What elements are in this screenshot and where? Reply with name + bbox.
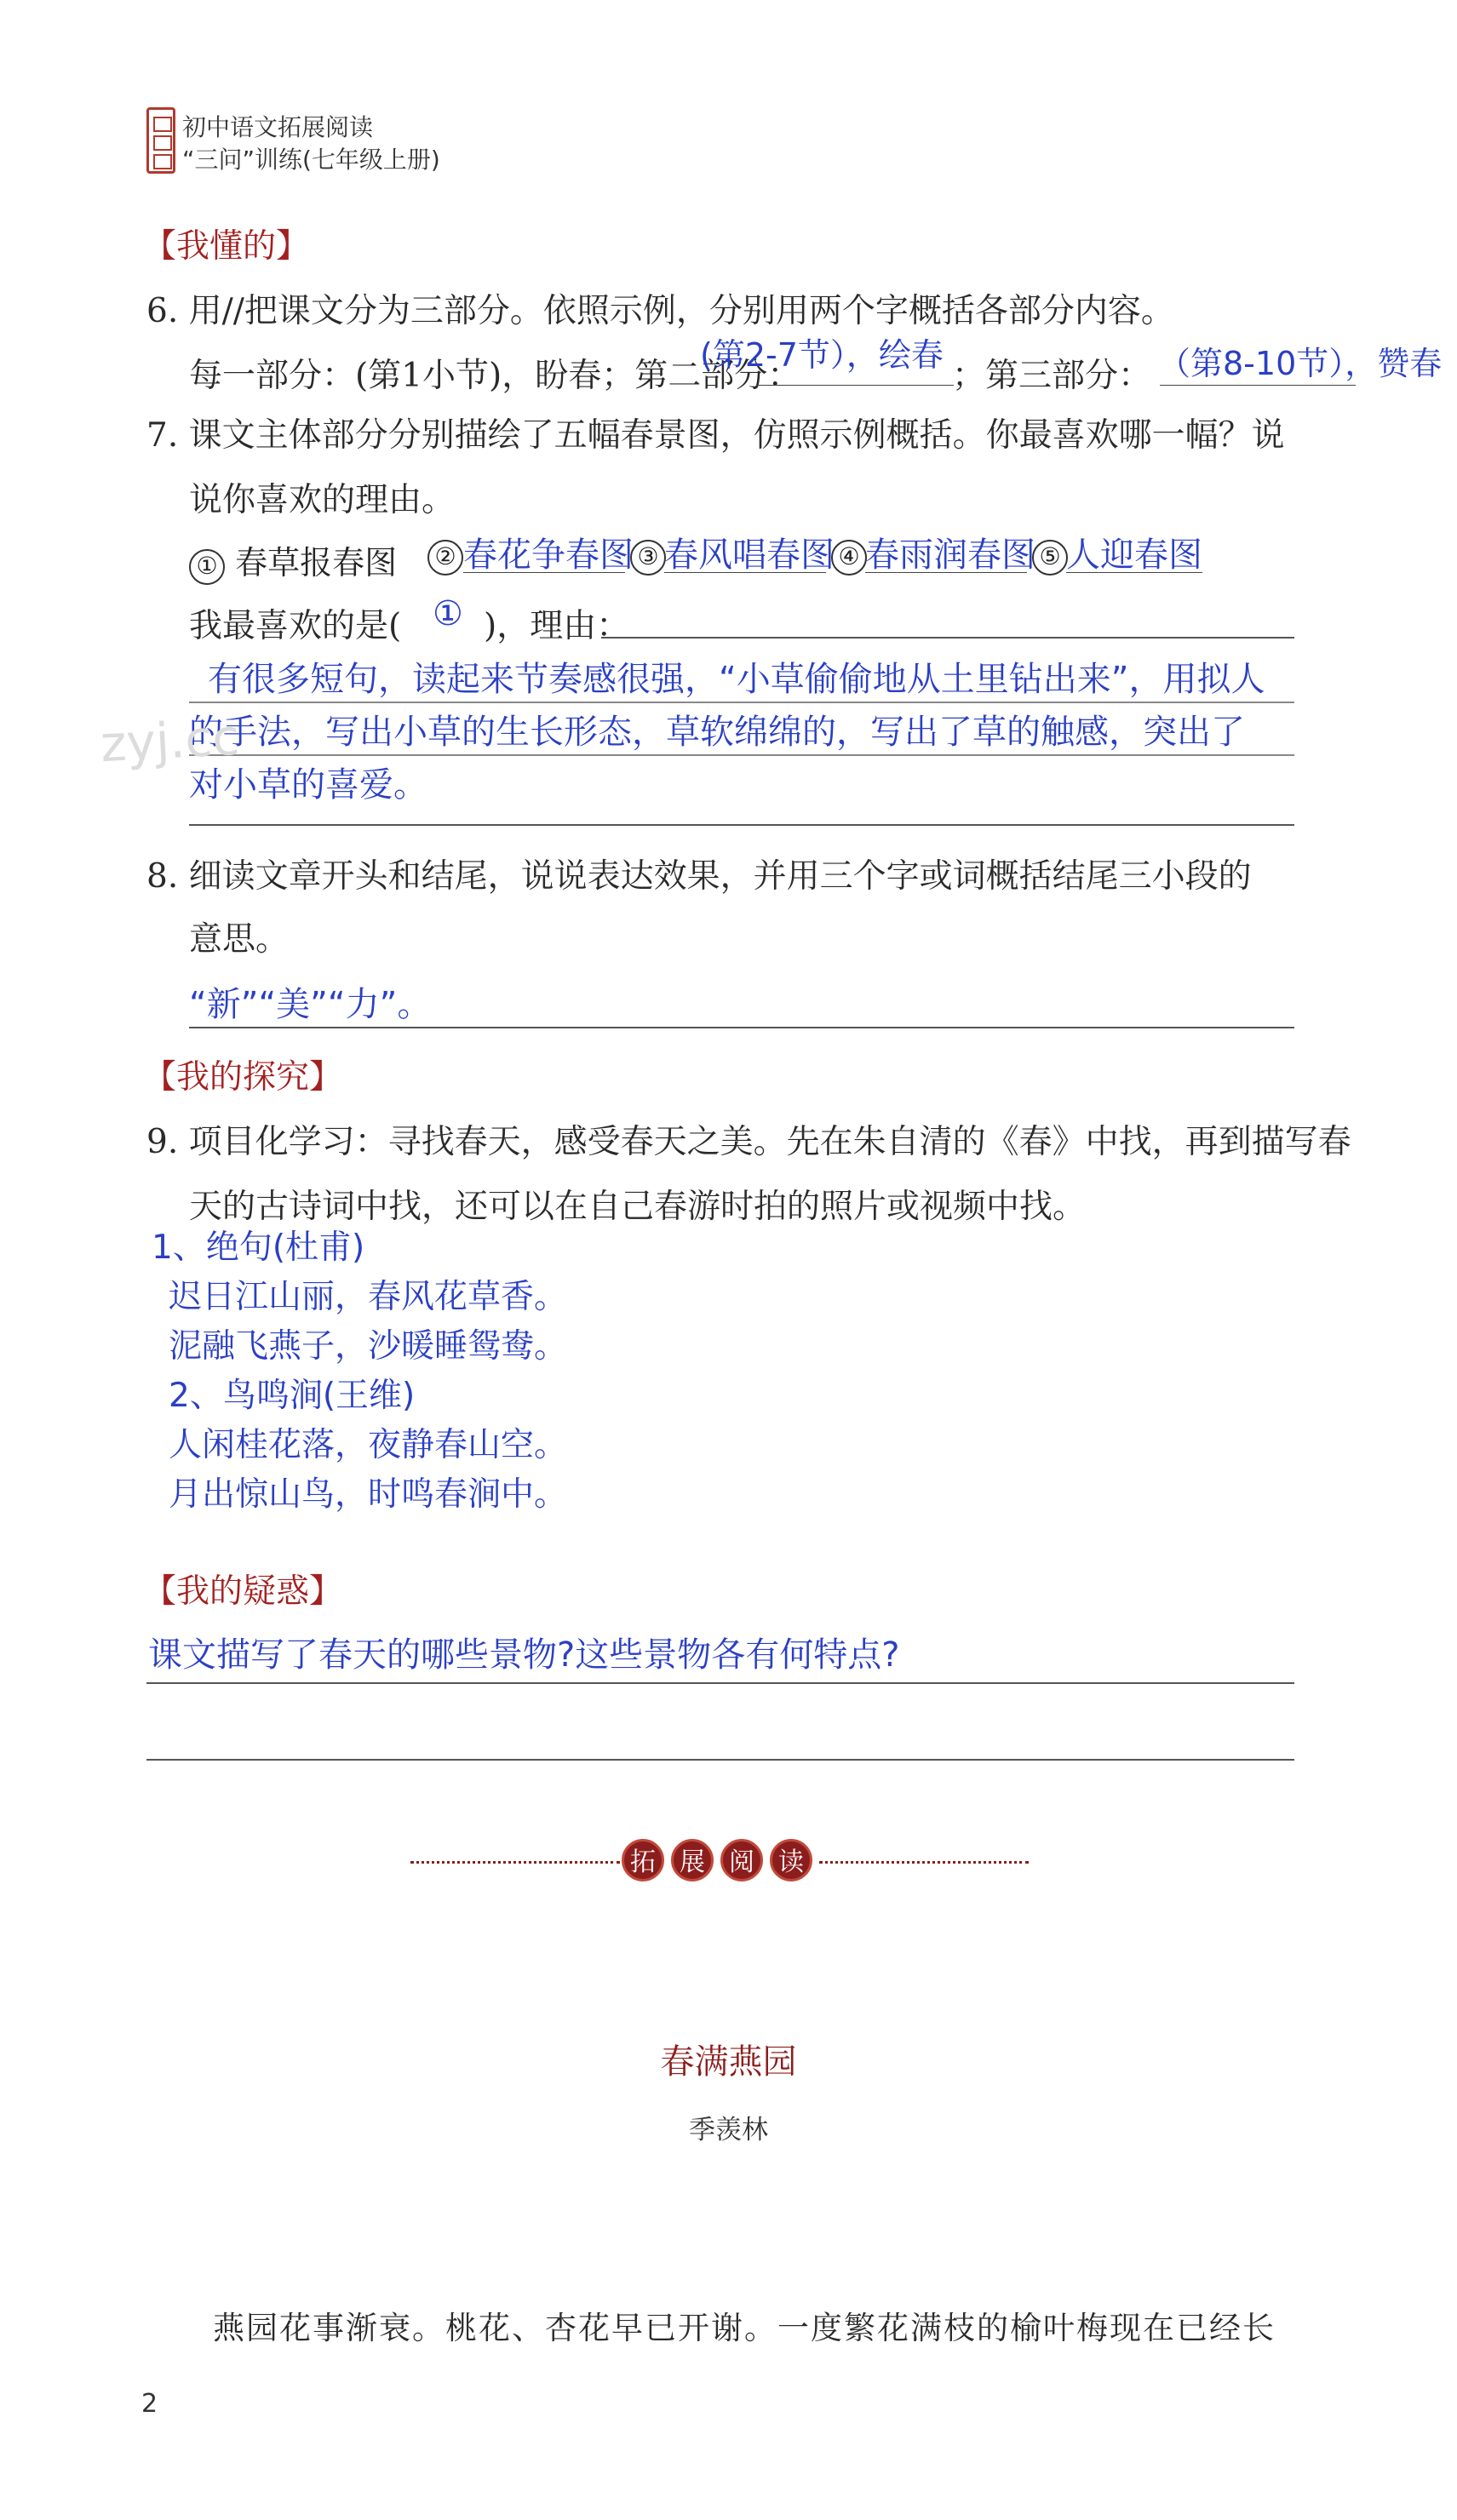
q6-answer-part3: （第8-10节），赞春 <box>1158 345 1443 382</box>
q6-answer-part2: (第2-7节），绘春 <box>700 336 944 374</box>
q6-text: 6. 用//把课文分为三部分。依照示例，分别用两个字概括各部分内容。 <box>146 292 1174 330</box>
q8-line1: 8. 细读文章开头和结尾，说说表达效果，并用三个字或词概括结尾三小段的 <box>146 857 1252 896</box>
header-logo <box>146 107 175 174</box>
q8-line2: 意思。 <box>189 920 290 959</box>
q6-blank-part2 <box>756 385 954 386</box>
article-title: 春满燕园 <box>660 2042 797 2082</box>
q7-item3-answer: 春风唱春图 <box>664 536 835 575</box>
series-title: 初中语文拓展阅读 <box>182 113 374 141</box>
doubt-answer: 课文描写了春天的哪些景物?这些景物各有何特点? <box>148 1635 900 1675</box>
q7-item2-blank <box>463 572 625 573</box>
q8-answer: “新”“美”“力”。 <box>189 985 432 1024</box>
doubt-rule-2 <box>146 1759 1294 1761</box>
q7-item2-num: ② <box>427 540 463 576</box>
q7-line2: 说你喜欢的理由。 <box>189 481 456 519</box>
q8-answer-rule <box>189 1027 1294 1028</box>
banner-char-1: 拓 <box>622 1839 664 1881</box>
banner-dots-right <box>819 1861 1029 1864</box>
q9-poem-line-6: 月出惊山鸟，时鸣春涧中。 <box>169 1475 568 1514</box>
banner-char-3: 阅 <box>720 1839 763 1881</box>
section-explore: 【我的探究】 <box>143 1058 343 1097</box>
q7-item1-text: 春草报春图 <box>235 544 398 581</box>
q7-item3-blank <box>664 572 826 573</box>
banner-dots-left <box>410 1861 620 1864</box>
q7-reason-line3: 对小草的喜爱。 <box>189 765 427 805</box>
q9-line1: 9. 项目化学习：寻找春天，感受春天之美。先在朱自清的《春》中找，再到描写春 <box>146 1123 1351 1161</box>
q7-item2-answer: 春花争春图 <box>463 536 634 575</box>
section-doubt: 【我的疑惑】 <box>143 1572 343 1611</box>
q7-fav-prefix: 我最喜欢的是( <box>189 607 402 645</box>
doubt-rule-1 <box>146 1682 1294 1684</box>
q6-line2-b: ；第三部分： <box>952 357 1152 395</box>
q7-line1: 7. 课文主体部分分别描绘了五幅春景图，仿照示例概括。你最喜欢哪一幅？说 <box>146 416 1285 455</box>
q7-item1-num: ① <box>189 549 225 585</box>
page-number: 2 <box>141 2389 158 2419</box>
q7-reason-rule-1 <box>189 702 1294 703</box>
q6-line2-a: 每一部分：(第1小节)，盼春；第二部分： <box>189 357 801 395</box>
q7-item4-num: ④ <box>831 540 867 576</box>
banner-char-4: 读 <box>770 1839 812 1881</box>
q7-item1 <box>189 536 397 585</box>
q7-reason-rule-2 <box>189 754 1294 756</box>
q7-item3-num: ③ <box>630 540 666 576</box>
q7-item4-answer: 春雨润春图 <box>865 536 1035 575</box>
q9-poem-line-4: 2、鸟鸣涧(王维) <box>169 1377 416 1415</box>
q7-item5-blank <box>1066 572 1202 573</box>
q7-reason-line1: 有很多短句，读起来节奏感很强，“小草偷偷地从土里钻出来”，用拟人 <box>208 660 1265 699</box>
q7-reason-rule-0 <box>601 637 1294 639</box>
watermark: zyj.cc <box>99 707 241 774</box>
book-title: “三问”训练(七年级上册) <box>182 146 440 174</box>
q9-poem-line-5: 人闲桂花落，夜静春山空。 <box>169 1426 568 1464</box>
article-author: 季羡林 <box>689 2115 768 2145</box>
q7-reason-rule-3 <box>189 824 1294 826</box>
q7-item4-blank <box>865 572 1027 573</box>
banner-char-2: 展 <box>671 1839 714 1881</box>
q7-fav-choice: ① <box>433 594 463 633</box>
article-first-line: 燕园花事渐衰。桃花、杏花早已开谢。一度繁花满枝的榆叶梅现在已经长 <box>213 2310 1276 2346</box>
q9-poem-line-1: 1、绝句(杜甫) <box>152 1228 365 1267</box>
q7-fav-suffix: )，理由： <box>484 607 630 645</box>
q9-poem-line-3: 泥融飞燕子，沙暖睡鸳鸯。 <box>169 1327 568 1366</box>
q9-line2: 天的古诗词中找，还可以在自己春游时拍的照片或视频中找。 <box>189 1188 1087 1226</box>
section-understand: 【我懂的】 <box>143 227 310 266</box>
q7-item5-answer: 人迎春图 <box>1066 536 1202 575</box>
q9-poem-line-2: 迟日江山丽，春风花草香。 <box>169 1278 568 1316</box>
q7-item5-num: ⑤ <box>1032 540 1068 576</box>
q7-reason-line2: 的手法，写出小草的生长形态，草软绵绵的，写出了草的触感，突出了 <box>189 713 1245 752</box>
q6-blank-part3 <box>1160 385 1356 386</box>
